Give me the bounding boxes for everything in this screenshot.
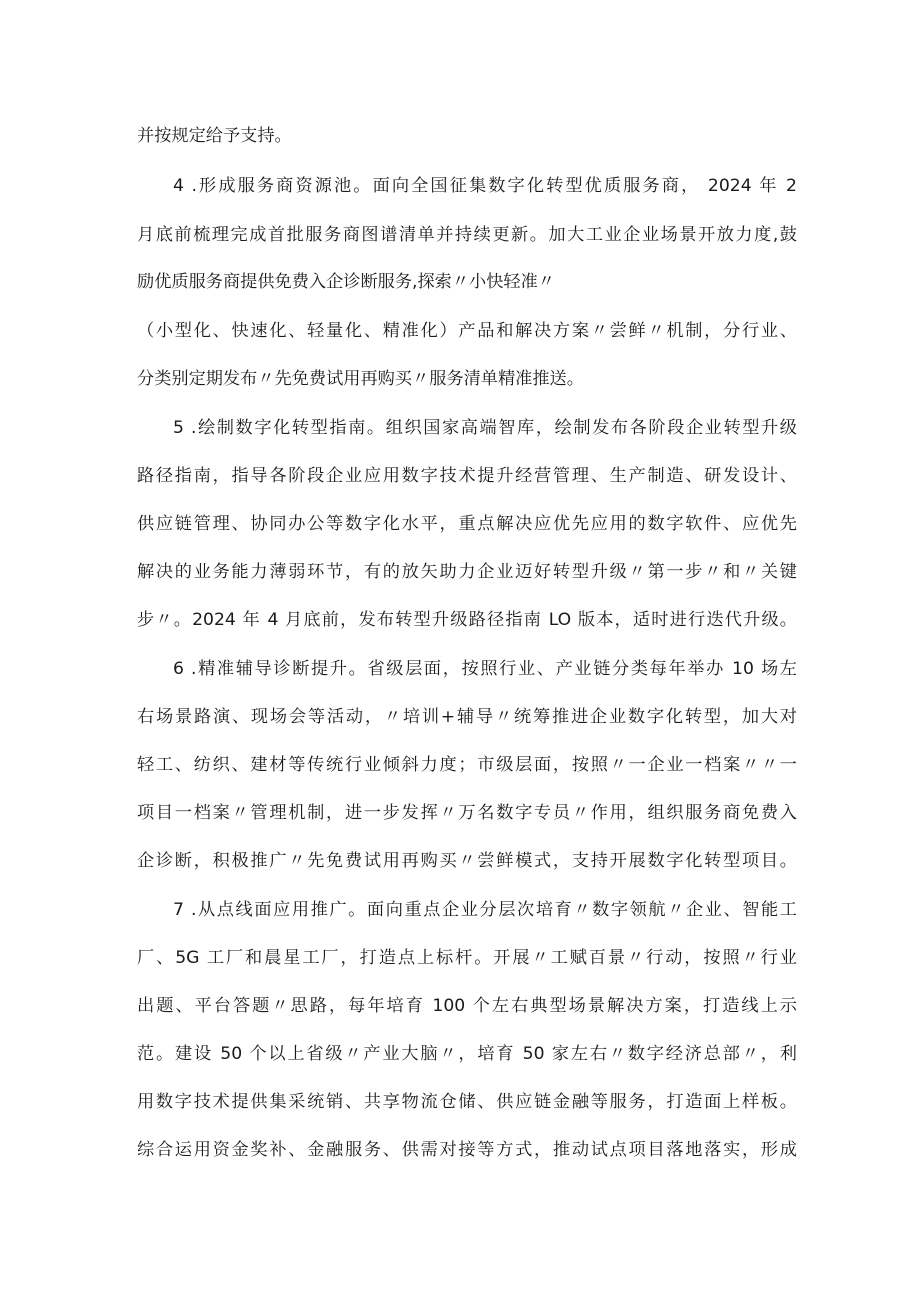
text-line: 右场景路演、现场会等活动，〃培训+辅导〃统筹推进企业数字化转型，加大对 xyxy=(137,707,797,727)
text-line: 用数字技术提供集采统销、共享物流仓储、供应链金融等服务，打造面上样板。 xyxy=(137,1092,797,1112)
text-line: 企诊断，积极推广〃先免费试用再购买〃尝鲜模式，支持开展数字化转型项目。 xyxy=(137,851,797,871)
text-line: 供应链管理、协同办公等数字化水平，重点解决应优先应用的数字软件、应优先 xyxy=(137,514,797,534)
text-line: 解决的业务能力薄弱环节，有的放矢助力企业迈好转型升级〃第一步〃和〃关键 xyxy=(137,562,797,582)
text-line: 厂、5G 工厂和晨星工厂，打造点上标杆。开展〃工赋百景〃行动，按照〃行业 xyxy=(137,948,797,968)
text-line: 并按规定给予支持。 xyxy=(137,126,292,146)
text-line: 步〃。2024 年 4 月底前，发布转型升级路径指南 LO 版本，适时进行迭代升级。 xyxy=(137,610,797,630)
text-line: 范。建设 50 个以上省级〃产业大脑〃，培育 50 家左右〃数字经济总部〃，利 xyxy=(137,1044,797,1064)
text-line: 综合运用资金奖补、金融服务、供需对接等方式，推动试点项目落地落实，形成 xyxy=(137,1140,797,1160)
paragraph-5-heading-line: 5 .绘制数字化转型指南。组织国家高端智库，绘制发布各阶段企业转型升级 xyxy=(173,418,797,438)
text-line: 分类别定期发布〃先免费试用再购买〃服务清单精准推送。 xyxy=(137,369,584,389)
text-line: 月底前梳理完成首批服务商图谱清单并持续更新。加大工业企业场景开放力度,鼓 xyxy=(137,225,797,245)
text-line: 项目一档案〃管理机制，进一步发挥〃万名数字专员〃作用，组织服务商免费入 xyxy=(137,803,797,823)
paragraph-7-heading-line: 7 .从点线面应用推广。面向重点企业分层次培育〃数字领航〃企业、智能工 xyxy=(173,900,797,920)
text-line: 轻工、纺织、建材等传统行业倾斜力度；市级层面，按照〃一企业一档案〃〃一 xyxy=(137,755,797,775)
paragraph-4-heading-line: 4 .形成服务商资源池。面向全国征集数字化转型优质服务商， 2024 年 2 xyxy=(173,176,797,196)
text-line: 路径指南，指导各阶段企业应用数字技术提升经营管理、生产制造、研发设计、 xyxy=(137,466,797,486)
text-line: 出题、平台答题〃思路，每年培育 100 个左右典型场景解决方案，打造线上示 xyxy=(137,996,797,1016)
paragraph-6-heading-line: 6 .精准辅导诊断提升。省级层面，按照行业、产业链分类每年举办 10 场左 xyxy=(173,659,797,679)
text-line: 励优质服务商提供免费入企诊断服务,探索〃小快轻准〃 xyxy=(137,272,555,292)
text-line: （小型化、快速化、轻量化、精准化）产品和解决方案〃尝鲜〃机制，分行业、 xyxy=(137,321,797,341)
